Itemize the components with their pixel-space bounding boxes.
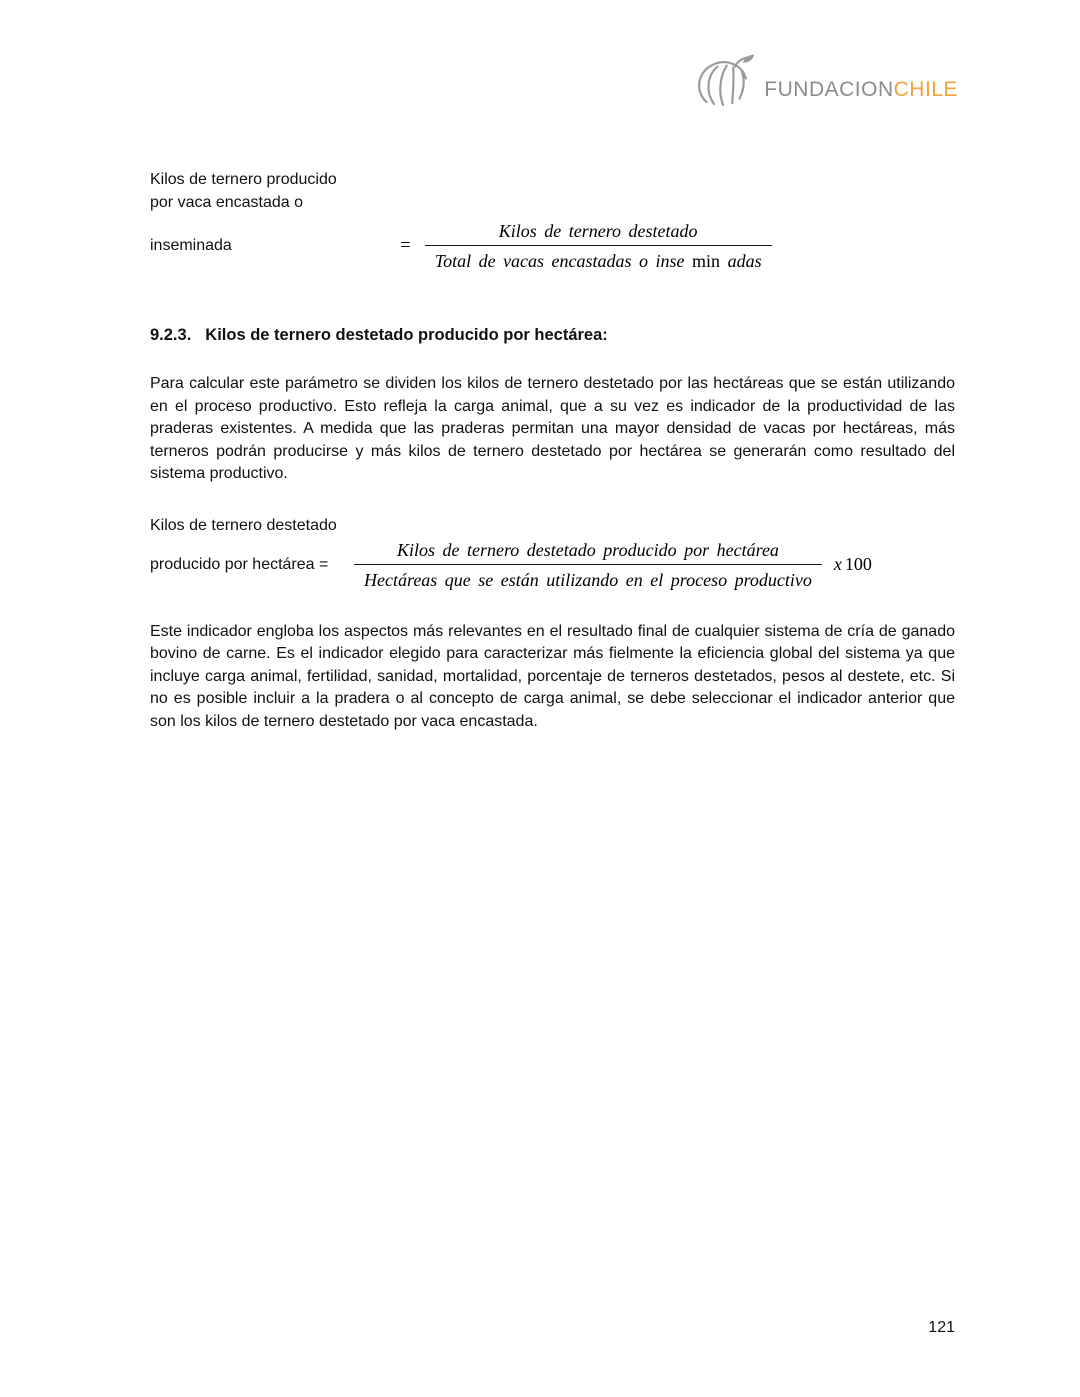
paragraph-calculo: Para calcular este parámetro se dividen los kilos de ternero destetado por las hectáreas que se están utilizando en el proceso productivo. Esto refleja la carga animal, que a su vez es indicador de la productividad de las praderas existentes. A medida que las praderas permitan una mayor densidad de vacas por hectáreas, más terneros podrán producirse y más kilos de ternero destetado por hectárea se generarán como resultado del sistema productivo. [150, 375, 955, 482]
times-100-factor [834, 554, 872, 575]
logo-text-chile: CHILE [893, 78, 958, 101]
fraction-denominator [425, 245, 772, 272]
logo-text-fundacion: FUNDACION [764, 78, 894, 101]
fundacion-chile-logo [692, 52, 958, 114]
formula-label-line-1: Kilos de ternero destetado [150, 516, 337, 534]
formula-row [150, 220, 955, 272]
formula-kilos-por-vaca [150, 168, 955, 272]
fraction-numerator: Kilos de ternero destetado producido por hectárea [396, 539, 779, 560]
formula-label-line-3: inseminada [150, 237, 232, 254]
equals-sign: = [400, 235, 411, 256]
logo-wordmark [764, 64, 958, 102]
section-heading [150, 324, 955, 347]
paragraph-indicador: Este indicador engloba los aspectos más relevantes en el resultado final de cualquier sistema de cría de ganado bovino de carne. Es el indicador elegido para caracterizar más fielmente la eficiencia global del sistema ya que incluye carga animal, fertilidad, sanidad, mortalidad, porcentaje de terneros destetados, pesos al destete, etc. Si no es posible incluir a la pradera o al concepto de carga animal, se debe seleccionar el indicador anterior que son los kilos de ternero destetado por vaca encastada. [150, 622, 955, 730]
page-number: 121 [928, 1319, 955, 1336]
denominator-italic-2: adas [727, 251, 762, 271]
formula-label-line-2: por vaca encastada o [150, 194, 303, 211]
formula-kilos-por-hectarea [150, 514, 955, 591]
formula-row [150, 539, 955, 591]
formula-label-line-2: producido por hectárea = [150, 555, 329, 573]
fraction-numerator: Kilos de ternero destetado [498, 221, 698, 241]
fraction-hectarea [354, 539, 822, 591]
globe-sprout-icon [692, 52, 756, 114]
formula-label-line-1: Kilos de ternero producido [150, 171, 337, 188]
denominator-italic-1: Total de vacas encastadas o inse [434, 251, 685, 271]
times-value: 100 [844, 554, 872, 574]
fraction-denominator: Hectáreas que se están utilizando en el proceso productivo [354, 564, 822, 591]
document-content [150, 168, 955, 733]
section-title: Kilos de ternero destetado producido por hectárea: [205, 326, 608, 344]
fraction-vaca [425, 220, 772, 272]
times-x: x [833, 554, 842, 574]
section-number: 9.2.3. [150, 326, 192, 344]
denominator-min-operator: min [692, 251, 721, 271]
